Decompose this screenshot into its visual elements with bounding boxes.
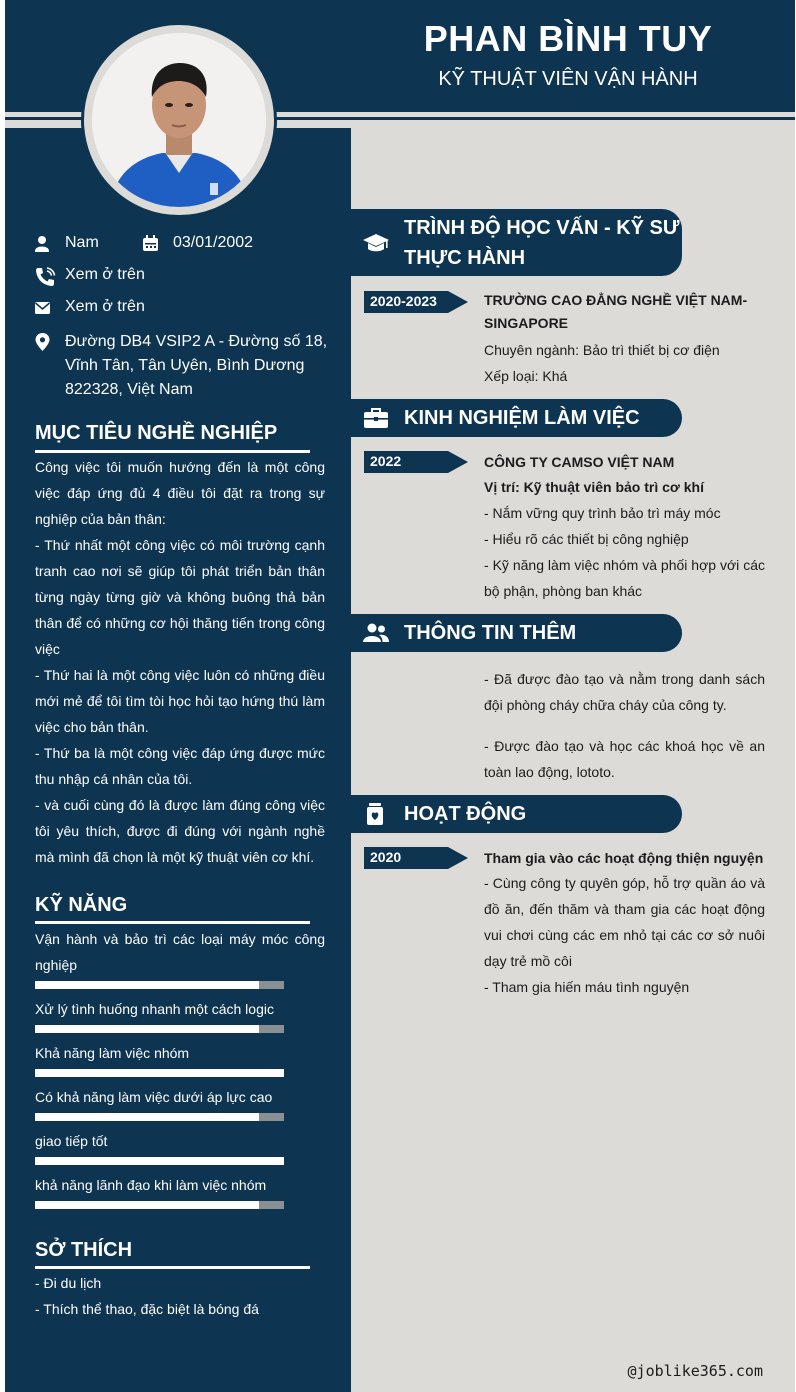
experience-position: Vị trí: Kỹ thuật viên bảo trì cơ khí xyxy=(484,479,704,495)
hobby-item: - Đi du lịch xyxy=(35,1275,102,1291)
phone-text: Xem ở trên xyxy=(65,266,145,283)
school-name-line: TRƯỜNG CAO ĐẲNG NGHỀ VIỆT NAM- xyxy=(484,292,748,308)
skill-bar xyxy=(35,981,284,989)
activities-bullet: - Cùng công ty quyên góp, hỗ trợ quần áo và đồ ăn, đến thăm và tham gia các hoạt động vui chơi cùng các em nhỏ tại các cơ sở nuôi dạy trẻ mồ côi xyxy=(484,875,765,969)
additional-header xyxy=(351,614,682,652)
company-name: CÔNG TY CAMSO VIỆT NAM xyxy=(484,454,675,470)
birthday-text: 03/01/2002 xyxy=(173,234,254,251)
email-text: Xem ở trên xyxy=(65,298,145,315)
experience-year: 2022 xyxy=(370,453,402,469)
skill-bar xyxy=(35,1069,284,1077)
objective-underline xyxy=(35,450,310,453)
experience-header xyxy=(351,399,682,437)
birthday-row xyxy=(143,234,253,256)
school-name-line: SINGAPORE xyxy=(484,315,569,331)
activities-heading: Tham gia vào các hoạt động thiện nguyện xyxy=(484,850,764,866)
objective-text: Công việc tôi muốn hướng đến là một công việc đáp ứng đủ 4 điều tôi đặt ra trong sự nghiệp của bản thân: - Thứ nhất một công việc có môi trường cạnh tranh cao nơi sẽ giúp tôi phát triển bản thân từng ngày từng giờ và không buông thả bản thân để có những cơ hội thăng tiến trong công việc - Thứ hai là một công việc luôn có những điều mới mẻ để tôi tìm tòi học hỏi tạo hứng thú làm việc cho bản thân. - Thứ ba là một công việc đáp ứng được mức thu nhập cá nhân của tôi. - và cuối cùng đó là được làm đúng công việc tôi yêu thích, được đi đúng với ngành nghề mà mình đã chọn là một kỹ thuật viên cơ khí. xyxy=(35,459,325,865)
briefcase-icon xyxy=(363,405,389,431)
hobbies-list xyxy=(35,1270,325,1322)
experience-bullet: - Nắm vững quy trình bảo trì máy móc xyxy=(484,505,721,521)
skill-bar-fill xyxy=(35,1201,259,1209)
experience-bullet: - Hiểu rõ các thiết bị công nghiệp xyxy=(484,531,689,547)
users-icon xyxy=(363,620,389,646)
activities-header xyxy=(351,795,682,833)
calendar-icon xyxy=(143,234,165,256)
graduation-cap-icon xyxy=(363,230,389,256)
skill-bar xyxy=(35,1113,284,1121)
skills-title: KỸ NĂNG xyxy=(35,894,128,916)
hobbies-title: SỞ THÍCH xyxy=(35,1239,133,1261)
experience-bullets xyxy=(484,500,765,604)
address-text xyxy=(65,330,327,402)
skill-bar xyxy=(35,1157,284,1165)
skill-bar-fill xyxy=(35,1025,259,1033)
skills-underline xyxy=(35,921,310,924)
address-row xyxy=(35,330,327,402)
experience-title: KINH NGHIỆM LÀM VIỆC xyxy=(404,407,640,429)
skill-label: Xử lý tình huống nhanh một cách logic xyxy=(35,1001,274,1017)
skill-bar-fill xyxy=(35,1069,284,1077)
gender-text: Nam xyxy=(65,234,99,251)
activities-year-tag xyxy=(364,847,468,869)
skill-bar xyxy=(35,1201,284,1209)
job-title: KỸ THUẬT VIÊN VẬN HÀNH xyxy=(438,68,698,90)
phone-row xyxy=(35,266,145,288)
avatar xyxy=(92,33,266,207)
map-pin-icon xyxy=(35,332,57,354)
objective-title: MỤC TIÊU NGHỀ NGHIỆP xyxy=(35,422,278,444)
email-row xyxy=(35,298,145,320)
gender-row xyxy=(35,234,99,256)
education-grade: Xếp loại: Khá xyxy=(484,368,568,384)
activities-year: 2020 xyxy=(370,849,402,865)
education-title xyxy=(404,213,680,273)
education-title-line: TRÌNH ĐỘ HỌC VẤN - KỸ SƯ xyxy=(404,216,680,239)
activities-bullet: - Tham gia hiến máu tình nguyện xyxy=(484,979,690,995)
education-year-tag xyxy=(364,291,468,313)
watermark: @joblike365.com xyxy=(627,1362,763,1380)
activities-title: HOẠT ĐỘNG xyxy=(404,803,527,825)
candidate-name: PHAN BÌNH TUY xyxy=(423,18,713,59)
hobby-item: - Thích thể thao, đặc biệt là bóng đá xyxy=(35,1301,259,1317)
education-title-line: THỰC HÀNH xyxy=(404,246,526,269)
activities-bullets xyxy=(484,870,765,1000)
donation-jar-icon xyxy=(363,801,389,827)
skill-bar-fill xyxy=(35,1157,284,1165)
hobbies-underline xyxy=(35,1266,310,1269)
skill-label: giao tiếp tốt xyxy=(35,1133,108,1149)
skill-bar xyxy=(35,1025,284,1033)
education-header xyxy=(351,209,682,276)
experience-year-tag xyxy=(364,451,468,473)
address-line: 822328, Việt Nam xyxy=(65,381,193,398)
experience-bullet: - Kỹ năng làm việc nhóm và phối hợp với các bộ phận, phòng ban khác xyxy=(484,557,765,599)
person-icon xyxy=(35,234,57,256)
education-year: 2020-2023 xyxy=(370,293,437,309)
additional-item: - Được đào tạo và học các khoá học về an toàn lao động, lototo. xyxy=(484,738,765,780)
additional-item: - Đã được đào tạo và nằm trong danh sách đội phòng cháy chữa cháy của công ty. xyxy=(484,671,765,713)
skill-label: khả năng lãnh đạo khi làm việc nhóm xyxy=(35,1177,267,1193)
envelope-icon xyxy=(35,298,57,320)
additional-title: THÔNG TIN THÊM xyxy=(404,622,577,644)
skill-bar-fill xyxy=(35,1113,259,1121)
skill-bar-fill xyxy=(35,981,259,989)
school-name xyxy=(484,289,765,335)
phone-icon xyxy=(35,266,57,288)
address-line: Vĩnh Tân, Tân Uyên, Bình Dương xyxy=(65,357,305,374)
skill-label: Vận hành và bảo trì các loại máy móc công nghiệp xyxy=(35,931,325,973)
skill-label: Có khả năng làm việc dưới áp lực cao xyxy=(35,1089,273,1105)
address-line: Đường DB4 VSIP2 A - Đường số 18, xyxy=(65,333,328,350)
avatar-portrait xyxy=(92,33,266,207)
education-major: Chuyên ngành: Bảo trì thiết bị cơ điện xyxy=(484,342,720,358)
cv-page xyxy=(5,0,795,1392)
skill-label: Khả năng làm việc nhóm xyxy=(35,1045,190,1061)
